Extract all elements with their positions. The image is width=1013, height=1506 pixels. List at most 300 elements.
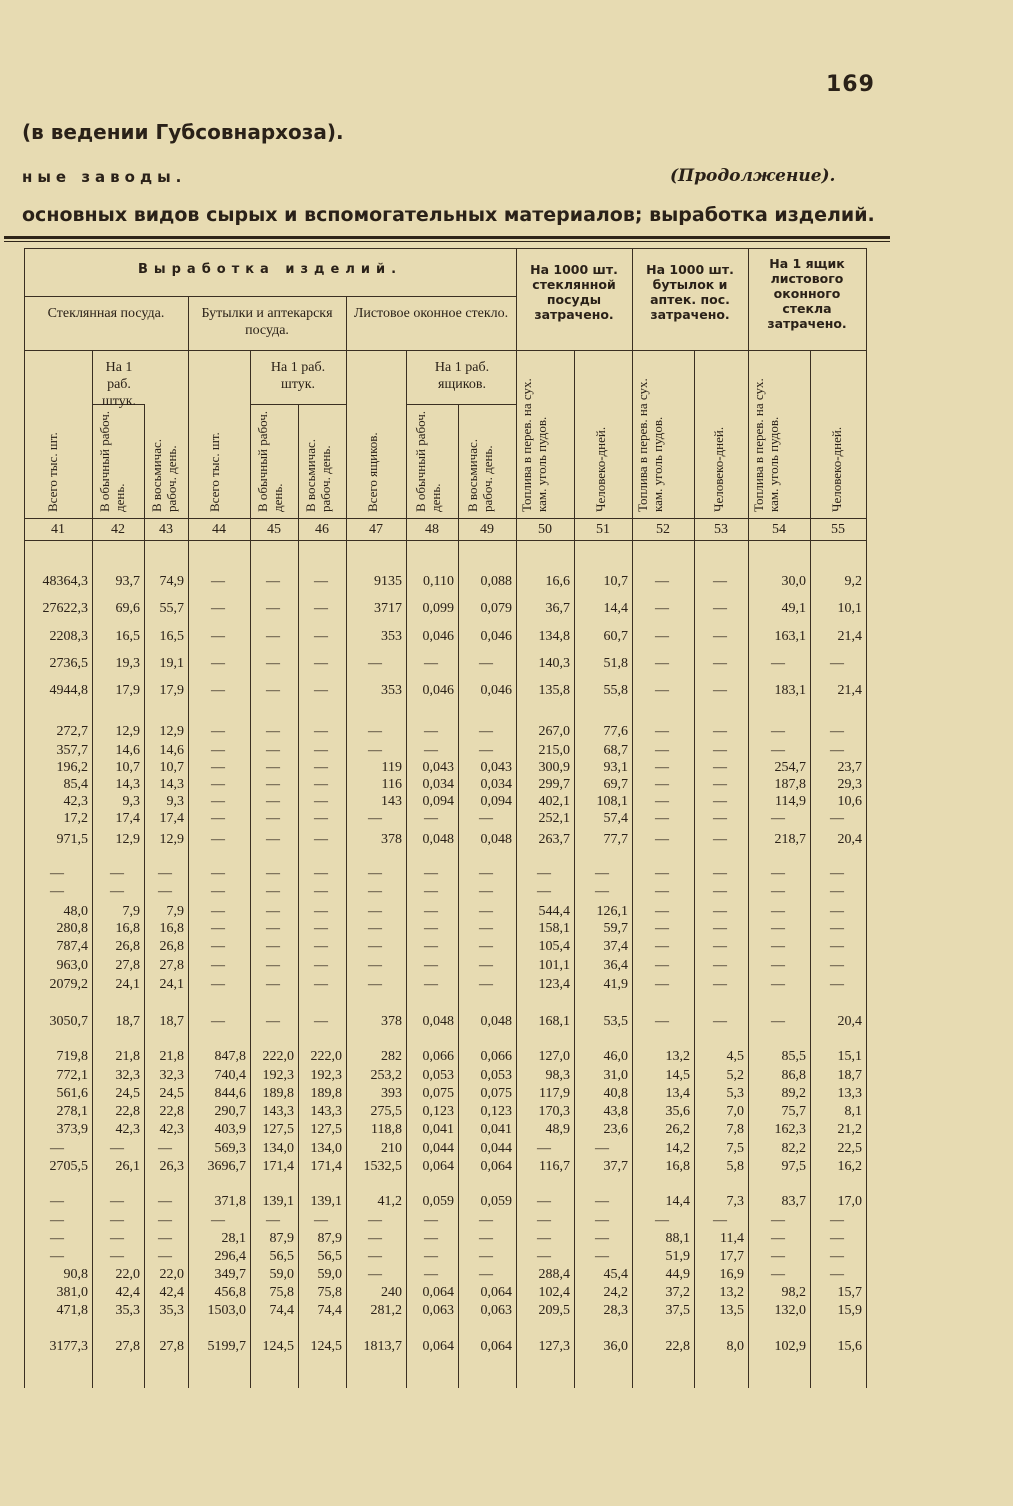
table-cell: 27,8 <box>159 958 184 973</box>
table-cell: 26,3 <box>159 1159 184 1174</box>
table-cell: 53,5 <box>603 1014 628 1029</box>
table-cell: — <box>211 794 225 809</box>
table-cell: 971,5 <box>56 832 88 847</box>
table-cell: 5,2 <box>726 1068 744 1083</box>
table-cell: 402,1 <box>538 794 570 809</box>
table-cell: 0,053 <box>480 1068 512 1083</box>
table-cell: 56,5 <box>317 1249 342 1264</box>
table-cell: — <box>110 884 124 899</box>
table-cell: 93,1 <box>603 760 628 775</box>
table-cell: — <box>158 1231 172 1246</box>
table-cell: — <box>368 904 382 919</box>
table-cell: — <box>713 574 727 589</box>
table-cell: 37,2 <box>665 1285 690 1300</box>
table-cell: — <box>266 683 280 698</box>
grid-line <box>866 248 867 1388</box>
table-cell: 4944,8 <box>49 683 88 698</box>
table-cell: 378 <box>381 832 402 847</box>
table-cell: — <box>211 743 225 758</box>
table-cell: 0,041 <box>480 1122 512 1137</box>
table-cell: 139,1 <box>310 1194 342 1209</box>
table-cell: 98,2 <box>781 1285 806 1300</box>
table-cell: — <box>424 656 438 671</box>
table-cell: 296,4 <box>214 1249 246 1264</box>
table-cell: 37,5 <box>665 1303 690 1318</box>
table-cell: 55,8 <box>603 683 628 698</box>
table-cell: — <box>211 574 225 589</box>
table-cell: 101,1 <box>538 958 570 973</box>
table-cell: — <box>314 832 328 847</box>
header-output: Выработка изделий. <box>137 262 403 277</box>
header-per-worker: На 1 раб. штук. <box>101 360 136 409</box>
table-cell: — <box>314 656 328 671</box>
table-cell: 15,7 <box>837 1285 862 1300</box>
table-cell: 0,066 <box>422 1049 454 1064</box>
table-cell: — <box>266 743 280 758</box>
table-cell: — <box>830 977 844 992</box>
table-cell: — <box>424 866 438 881</box>
table-cell: 123,4 <box>538 977 570 992</box>
table-cell: 787,4 <box>56 939 88 954</box>
table-cell: 74,4 <box>269 1303 294 1318</box>
table-cell: 0,046 <box>480 683 512 698</box>
table-cell: — <box>655 811 669 826</box>
table-cell: — <box>211 866 225 881</box>
table-cell: 10,6 <box>837 794 862 809</box>
table-cell: — <box>537 1141 551 1156</box>
table-cell: 77,7 <box>603 832 628 847</box>
table-cell: — <box>655 743 669 758</box>
table-cell: — <box>158 884 172 899</box>
table-cell: 35,6 <box>665 1104 690 1119</box>
table-cell: 183,1 <box>774 683 806 698</box>
table-cell: 0,048 <box>480 832 512 847</box>
table-cell: — <box>211 832 225 847</box>
table-cell: 135,8 <box>538 683 570 698</box>
table-cell: 143 <box>381 794 402 809</box>
table-cell: — <box>655 866 669 881</box>
table-cell: 51,9 <box>665 1249 690 1264</box>
table-cell: — <box>713 1213 727 1228</box>
table-cell: — <box>713 958 727 973</box>
header-glassware: Стеклянная посуда. <box>47 306 165 321</box>
table-cell: — <box>713 939 727 954</box>
table-cell: 381,0 <box>56 1285 88 1300</box>
header-per-worker: На 1 раб. штук. <box>270 360 326 392</box>
table-cell: — <box>479 1231 493 1246</box>
table-cell: 75,7 <box>781 1104 806 1119</box>
table-cell: 89,2 <box>781 1086 806 1101</box>
table-cell: 963,0 <box>56 958 88 973</box>
table-cell: 15,1 <box>837 1049 862 1064</box>
table-cell: — <box>266 656 280 671</box>
table-cell: 1813,7 <box>363 1339 402 1354</box>
table-cell: 254,7 <box>774 760 806 775</box>
table-cell: — <box>771 904 785 919</box>
table-cell: 349,7 <box>214 1267 246 1282</box>
table-cell: — <box>830 921 844 936</box>
table-cell: 21,8 <box>115 1049 140 1064</box>
table-cell: 16,8 <box>665 1159 690 1174</box>
col-header-ordinary-day: В обычный рабоч. день. <box>413 410 443 512</box>
table-cell: 55,7 <box>159 601 184 616</box>
grid-line <box>92 350 93 1388</box>
col-header-mandays: Человеко-дней. <box>829 426 844 512</box>
table-cell: — <box>655 904 669 919</box>
table-cell: — <box>830 1213 844 1228</box>
table-cell: 139,1 <box>262 1194 294 1209</box>
table-cell: 240 <box>381 1285 402 1300</box>
table-cell: — <box>424 904 438 919</box>
table-cell: — <box>314 866 328 881</box>
table-cell: — <box>595 1194 609 1209</box>
table-cell: — <box>424 743 438 758</box>
table-cell: 13,4 <box>665 1086 690 1101</box>
table-cell: 41,2 <box>377 1194 402 1209</box>
table-cell: 357,7 <box>56 743 88 758</box>
table-cell: — <box>771 743 785 758</box>
table-cell: 0,088 <box>480 574 512 589</box>
table-cell: — <box>830 1267 844 1282</box>
table-cell: — <box>314 904 328 919</box>
table-cell: — <box>266 1014 280 1029</box>
table-cell: 0,046 <box>422 629 454 644</box>
table-cell: 740,4 <box>214 1068 246 1083</box>
table-cell: — <box>479 1213 493 1228</box>
table-cell: — <box>479 743 493 758</box>
table-cell: 3696,7 <box>207 1159 246 1174</box>
table-cell: 0,099 <box>422 601 454 616</box>
continuation-label: (Продолжение). <box>670 166 836 186</box>
table-cell: — <box>211 1014 225 1029</box>
table-cell: 3177,3 <box>49 1339 88 1354</box>
table-cell: 2079,2 <box>49 977 88 992</box>
table-cell: — <box>424 939 438 954</box>
table-cell: 19,1 <box>159 656 184 671</box>
table-cell: — <box>655 601 669 616</box>
table-cell: — <box>771 656 785 671</box>
table-cell: 278,1 <box>56 1104 88 1119</box>
table-cell: — <box>266 904 280 919</box>
table-cell: — <box>771 958 785 973</box>
grid-line <box>458 404 459 1388</box>
table-cell: — <box>314 743 328 758</box>
table-cell: 32,3 <box>115 1068 140 1083</box>
table-cell: 10,1 <box>837 601 862 616</box>
table-cell: 0,046 <box>480 629 512 644</box>
column-number: 46 <box>315 522 329 537</box>
table-cell: 12,9 <box>115 724 140 739</box>
table-cell: — <box>314 629 328 644</box>
grid-line <box>250 350 251 1388</box>
table-cell: 267,0 <box>538 724 570 739</box>
column-number: 55 <box>831 522 845 537</box>
section-heading: основных видов сырых и вспомогательных материалов; выработка изделий. <box>22 204 875 226</box>
table-cell: — <box>537 1249 551 1264</box>
table-cell: 24,5 <box>159 1086 184 1101</box>
table-cell: 0,044 <box>480 1141 512 1156</box>
table-cell: — <box>830 939 844 954</box>
table-cell: 22,0 <box>159 1267 184 1282</box>
table-cell: 16,5 <box>159 629 184 644</box>
table-cell: 97,5 <box>781 1159 806 1174</box>
table-cell: — <box>314 958 328 973</box>
table-cell: — <box>211 724 225 739</box>
column-number: 45 <box>267 522 281 537</box>
table-cell: 0,064 <box>480 1285 512 1300</box>
column-number: 52 <box>656 522 670 537</box>
table-cell: 36,7 <box>545 601 570 616</box>
table-cell: — <box>771 866 785 881</box>
column-number: 50 <box>538 522 552 537</box>
table-cell: — <box>266 724 280 739</box>
table-cell: 280,8 <box>56 921 88 936</box>
table-cell: 403,9 <box>214 1122 246 1137</box>
table-cell: 192,3 <box>262 1068 294 1083</box>
table-cell: 46,0 <box>603 1049 628 1064</box>
table-cell: 0,110 <box>423 574 454 589</box>
table-cell: 16,8 <box>115 921 140 936</box>
table-cell: — <box>830 724 844 739</box>
table-cell: 45,4 <box>603 1267 628 1282</box>
table-cell: 28,1 <box>221 1231 246 1246</box>
grid-line <box>24 248 866 249</box>
table-cell: 14,4 <box>665 1194 690 1209</box>
table-cell: 15,9 <box>837 1303 862 1318</box>
table-cell: 75,8 <box>269 1285 294 1300</box>
table-cell: 14,3 <box>115 777 140 792</box>
table-cell: 127,3 <box>538 1339 570 1354</box>
table-cell: — <box>266 939 280 954</box>
table-cell: — <box>655 921 669 936</box>
table-cell: 378 <box>381 1014 402 1029</box>
table-cell: 98,3 <box>545 1068 570 1083</box>
table-cell: — <box>211 921 225 936</box>
table-cell: 0,123 <box>480 1104 512 1119</box>
table-cell: — <box>314 760 328 775</box>
table-cell: — <box>424 811 438 826</box>
table-cell: 48,0 <box>63 904 88 919</box>
table-cell: 42,3 <box>159 1122 184 1137</box>
table-cell: 1503,0 <box>207 1303 246 1318</box>
table-cell: 35,3 <box>115 1303 140 1318</box>
grid-line <box>24 518 866 519</box>
col-header-eight-hour: В восьмичас. рабоч. день. <box>465 438 495 512</box>
table-cell: 0,079 <box>480 601 512 616</box>
table-cell: — <box>655 884 669 899</box>
table-cell: 42,3 <box>63 794 88 809</box>
table-cell: 17,9 <box>115 683 140 698</box>
table-cell: 7,5 <box>726 1141 744 1156</box>
table-cell: — <box>655 574 669 589</box>
table-cell: — <box>266 977 280 992</box>
table-cell: — <box>158 1213 172 1228</box>
table-cell: 93,7 <box>115 574 140 589</box>
table-cell: 170,3 <box>538 1104 570 1119</box>
table-cell: 168,1 <box>538 1014 570 1029</box>
table-cell: 22,8 <box>665 1339 690 1354</box>
table-cell: — <box>266 629 280 644</box>
table-cell: — <box>537 866 551 881</box>
column-number: 48 <box>425 522 439 537</box>
table-cell: 13,3 <box>837 1086 862 1101</box>
table-cell: 127,5 <box>310 1122 342 1137</box>
table-cell: 48364,3 <box>42 574 88 589</box>
table-cell: — <box>266 958 280 973</box>
table-cell: 57,4 <box>603 811 628 826</box>
table-cell: 719,8 <box>56 1049 88 1064</box>
table-cell: 17,4 <box>115 811 140 826</box>
table-cell: 114,9 <box>775 794 806 809</box>
grid-line <box>748 248 749 1388</box>
table-cell: 215,0 <box>538 743 570 758</box>
table-cell: — <box>655 656 669 671</box>
table-cell: — <box>479 904 493 919</box>
top-rule <box>4 236 890 239</box>
table-cell: — <box>50 1194 64 1209</box>
table-cell: 36,4 <box>603 958 628 973</box>
table-cell: 13,2 <box>665 1049 690 1064</box>
table-cell: 189,8 <box>310 1086 342 1101</box>
table-cell: — <box>266 832 280 847</box>
table-cell: 27,8 <box>159 1339 184 1354</box>
table-cell: — <box>713 724 727 739</box>
table-cell: 353 <box>381 683 402 698</box>
table-cell: 8,1 <box>844 1104 862 1119</box>
table-cell: — <box>595 1213 609 1228</box>
table-cell: — <box>211 1213 225 1228</box>
table-cell: 51,8 <box>603 656 628 671</box>
subheading: ные заводы. <box>22 168 187 186</box>
table-cell: — <box>713 794 727 809</box>
table-cell: 48,9 <box>545 1122 570 1137</box>
column-number: 51 <box>596 522 610 537</box>
table-cell: 290,7 <box>214 1104 246 1119</box>
table-cell: — <box>211 939 225 954</box>
table-cell: — <box>211 977 225 992</box>
table-cell: 140,3 <box>538 656 570 671</box>
table-cell: — <box>479 811 493 826</box>
table-cell: — <box>655 794 669 809</box>
table-cell: 21,2 <box>837 1122 862 1137</box>
table-cell: 42,4 <box>159 1285 184 1300</box>
grid-line <box>24 350 866 351</box>
table-cell: — <box>314 794 328 809</box>
table-cell: 300,9 <box>538 760 570 775</box>
table-cell: 0,043 <box>422 760 454 775</box>
table-cell: 0,043 <box>480 760 512 775</box>
table-cell: — <box>713 884 727 899</box>
table-cell: — <box>211 777 225 792</box>
table-cell: 37,7 <box>603 1159 628 1174</box>
table-cell: — <box>595 1249 609 1264</box>
table-cell: 102,4 <box>538 1285 570 1300</box>
table-cell: 44,9 <box>665 1267 690 1282</box>
table-cell: — <box>211 884 225 899</box>
table-cell: 74,4 <box>317 1303 342 1318</box>
table-cell: 12,9 <box>159 724 184 739</box>
page-number: 169 <box>826 72 875 97</box>
column-number: 53 <box>714 522 728 537</box>
table-cell: — <box>713 977 727 992</box>
table-cell: 0,094 <box>422 794 454 809</box>
table-cell: 17,0 <box>837 1194 862 1209</box>
table-cell: 27622,3 <box>42 601 88 616</box>
table-cell: 74,9 <box>159 574 184 589</box>
table-cell: — <box>424 1249 438 1264</box>
grid-line <box>144 404 145 1388</box>
table-cell: — <box>713 656 727 671</box>
table-cell: 275,5 <box>370 1104 402 1119</box>
grid-line <box>24 296 516 297</box>
table-cell: 19,3 <box>115 656 140 671</box>
grid-line <box>24 248 25 1388</box>
table-cell: — <box>655 939 669 954</box>
table-cell: — <box>368 743 382 758</box>
table-cell: — <box>771 1213 785 1228</box>
table-cell: 163,1 <box>774 629 806 644</box>
table-cell: 0,046 <box>422 683 454 698</box>
table-cell: — <box>158 1194 172 1209</box>
table-cell: — <box>211 811 225 826</box>
table-cell: — <box>595 1141 609 1156</box>
table-cell: 40,8 <box>603 1086 628 1101</box>
table-cell: — <box>771 921 785 936</box>
table-cell: 14,4 <box>603 601 628 616</box>
table-cell: 7,9 <box>166 904 184 919</box>
table-cell: — <box>595 1231 609 1246</box>
table-cell: 17,7 <box>719 1249 744 1264</box>
table-cell: — <box>211 629 225 644</box>
table-cell: — <box>479 939 493 954</box>
table-cell: 14,6 <box>159 743 184 758</box>
col-header-fuel: Топлива в перев. на сух. кам. уголь пудов. <box>519 378 549 512</box>
table-cell: 0,044 <box>422 1141 454 1156</box>
table-cell: 210 <box>381 1141 402 1156</box>
table-cell: 0,048 <box>480 1014 512 1029</box>
table-cell: 69,7 <box>603 777 628 792</box>
table-cell: 5,8 <box>726 1159 744 1174</box>
table-cell: — <box>771 1014 785 1029</box>
table-cell: — <box>424 1267 438 1282</box>
table-cell: — <box>713 743 727 758</box>
table-cell: 42,4 <box>115 1285 140 1300</box>
table-cell: — <box>655 760 669 775</box>
table-cell: — <box>713 760 727 775</box>
table-cell: 83,7 <box>781 1194 806 1209</box>
table-cell: 281,2 <box>370 1303 402 1318</box>
table-cell: — <box>211 958 225 973</box>
table-cell: — <box>314 601 328 616</box>
table-cell: 24,5 <box>115 1086 140 1101</box>
table-cell: — <box>424 884 438 899</box>
table-cell: 0,041 <box>422 1122 454 1137</box>
table-cell: 561,6 <box>56 1086 88 1101</box>
table-cell: — <box>830 811 844 826</box>
table-cell: 24,1 <box>159 977 184 992</box>
table-cell: 11,4 <box>720 1231 744 1246</box>
table-cell: — <box>368 1267 382 1282</box>
table-cell: — <box>771 724 785 739</box>
table-cell: 13,2 <box>719 1285 744 1300</box>
table-cell: — <box>50 1249 64 1264</box>
column-number: 41 <box>51 522 65 537</box>
table-cell: — <box>713 866 727 881</box>
column-number: 44 <box>212 522 226 537</box>
table-cell: 26,2 <box>665 1122 690 1137</box>
grid-line <box>516 248 517 1388</box>
table-cell: — <box>771 977 785 992</box>
